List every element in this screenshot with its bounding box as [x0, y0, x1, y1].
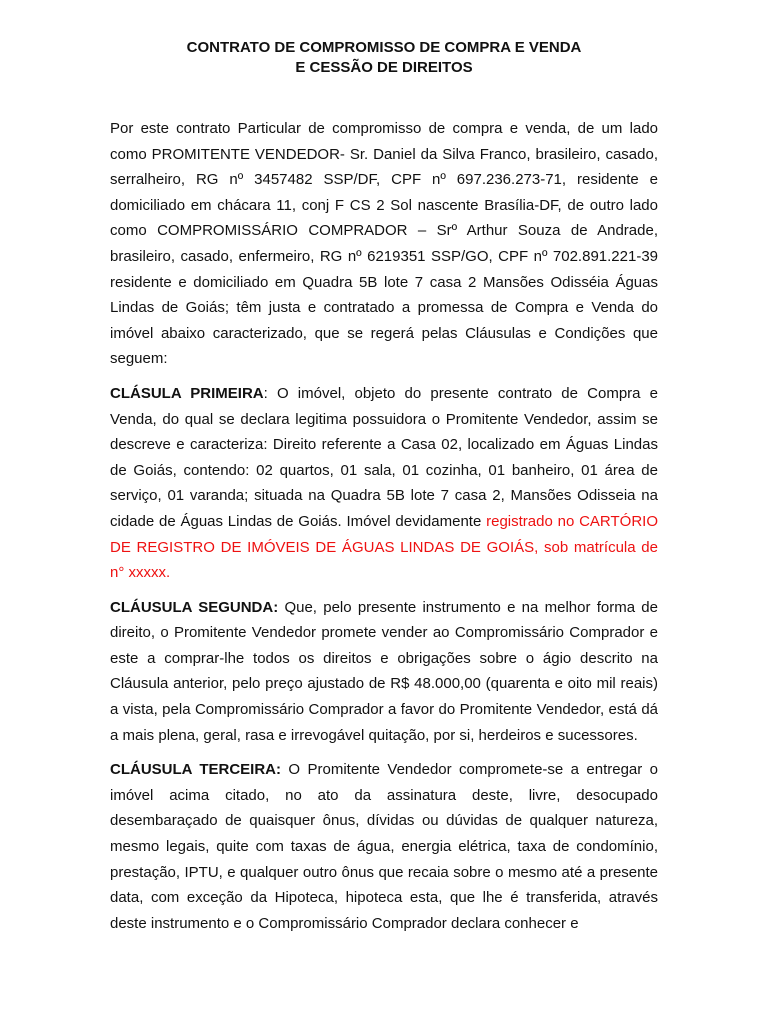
- document-title: [110, 38, 658, 78]
- clause-1-text: : O imóvel, objeto do presente contrato de Compra e Venda, do qual se declara legitima possuidora o Promitente Vendedor, assim se descreve e caracteriza: Direito referente a Casa 02, localizado em Águas Lindas de Goiás, contendo: 02 quartos, 01 sala, 01 cozinha, 01 banheiro, 01 área de serviço, 01 varanda; situada na Quadra 5B lote 7 casa 2, Mansões Odisseia na cidade de Águas Lindas de Goiás. Imóvel devidamente: [110, 384, 659, 530]
- clause-1-registration-highlight: registrado no CARTÓRIO DE REGISTRO DE IMÓVEIS DE ÁGUAS LINDAS DE GOIÁS, sob matrícula de n° xxxxx.: [110, 512, 658, 582]
- document-title-line-1: CONTRATO DE COMPROMISSO DE COMPRA E VENDA: [186, 39, 582, 56]
- document-title-line-2: E CESSÃO DE DIREITOS: [295, 59, 473, 76]
- clause-3-paragraph: [110, 757, 658, 936]
- clause-1-label: CLÁSULA PRIMEIRA: [110, 384, 264, 402]
- clause-2-paragraph: [110, 595, 658, 749]
- document-page: [110, 38, 658, 945]
- clause-2-text: Que, pelo presente instrumento e na melhor forma de direito, o Promitente Vendedor promete vender ao Compromissário Comprador e este a comprar-lhe todos os direitos e obrigações sobre o ágio descrito na Cláusula anterior, pelo preço ajustado de R$ 48.000,00 (quarenta e oito mil reais) a vista, pela Compromissário Comprador a favor do Promitente Vendedor, está dá a mais plena, geral, rasa e irrevogável quitação, por si, herdeiros e sucessores.: [110, 598, 658, 744]
- clause-1-paragraph: [110, 381, 658, 586]
- clause-2-label: CLÁUSULA SEGUNDA:: [110, 598, 279, 616]
- intro-paragraph: Por este contrato Particular de compromisso de compra e venda, de um lado como PROMITENTE VENDEDOR- Sr. Daniel da Silva Franco, brasileiro, casado, serralheiro, RG nº 3457482 SSP/DF, CPF nº 697.236.273-71, residente e domiciliado em chácara 11, conj F CS 2 Sol nascente Brasília-DF, de outro lado como COMPROMISSÁRIO COMPRADOR – Srº Arthur Souza de Andrade, brasileiro, casado, enfermeiro, RG nº 6219351 SSP/GO, CPF nº 702.891.221-39 residente e domiciliado em Quadra 5B lote 7 casa 2 Mansões Odisséia Águas Lindas de Goiás; têm justa e contratado a promessa de Compra e Venda do imóvel abaixo caracterizado, que se regerá pelas Cláusulas e Condições que seguem:: [110, 120, 658, 368]
- clause-3-text: O Promitente Vendedor compromete-se a entregar o imóvel acima citado, no ato da assinatura deste, livre, desocupado desembaraçado de quaisquer ônus, dívidas ou dúvidas de qualquer natureza, mesmo legais, quite com taxas de água, energia elétrica, taxa de condomínio, prestação, IPTU, e qualquer outro ônus que recaia sobre o mesmo até a presente data, com exceção da Hipoteca, hipoteca esta, que lhe é transferida, através deste instrumento e o Compromissário Comprador declara conhecer e: [110, 761, 658, 932]
- clause-3-label: CLÁUSULA TERCEIRA:: [110, 761, 282, 779]
